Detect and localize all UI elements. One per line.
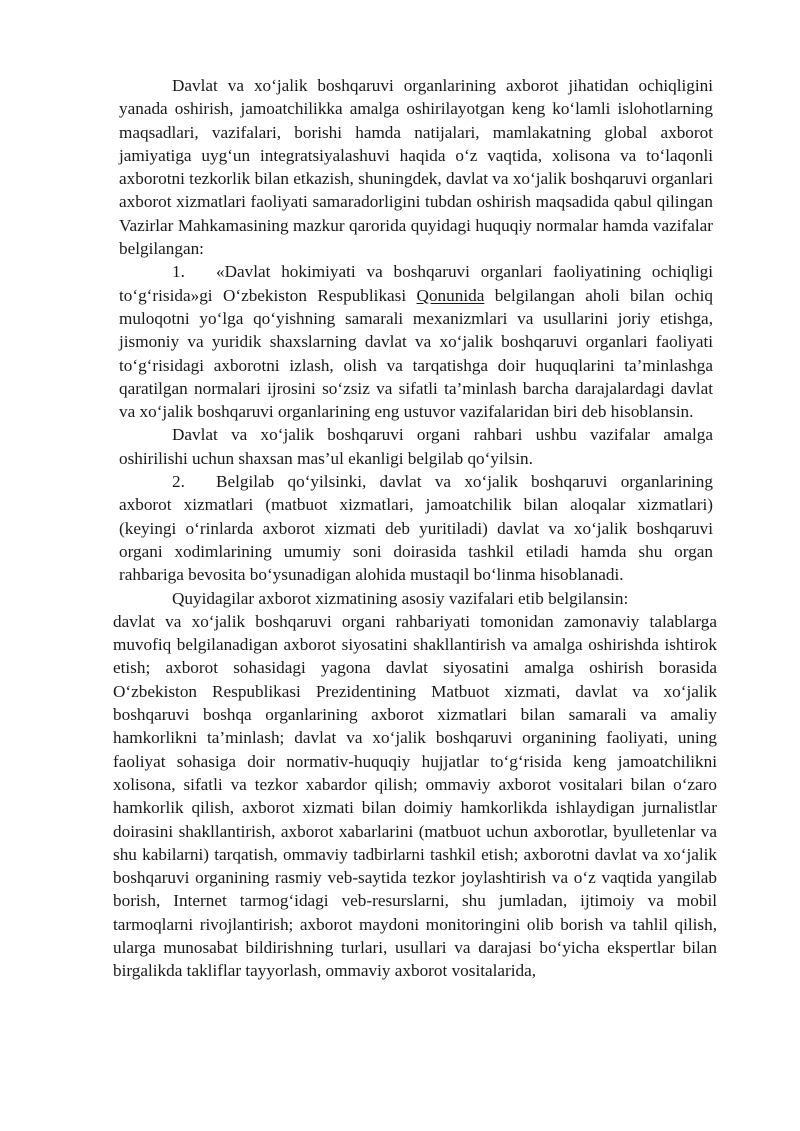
list-item-2-number: 2. (172, 472, 185, 492)
list-item-2 (119, 470, 713, 586)
responsibility-paragraph: Davlat va xo‘jalik boshqaruvi organi rahbari ushbu vazifalar amalga oshirilishi uchun shaxsan mas’ul ekanligi belgilab qo‘yilsin. (119, 425, 713, 468)
list-item-1 (119, 260, 713, 423)
list-item-2-text: Belgilab qo‘yilsinki, davlat va xo‘jalik boshqaruvi organlarining axborot xizmatlari (matbuot xizmatlari, jamoatchilik bilan aloqalar xizmatlari) (keyingi o‘rinlarda axborot xizmati deb yuritiladi) davlat va xo‘jalik boshqaruvi organi xodimlarining umumiy soni doirasida tashkil etiladi hamda shu organ rahbariga bevosita bo‘ysunadigan alohida mustaqil bo‘linma hisoblanadi. (119, 472, 713, 585)
intro-paragraph: Davlat va xo‘jalik boshqaruvi organlarining axborot jihatidan ochiqligini yanada oshirish, jamoatchilikka amalga oshirilayotgan keng ko‘lamli islohotlarning maqsadlari, vazifalari, borishi hamda natijalari, mamlakatning global axborot jamiyatiga uyg‘un integratsiyalashuvi haqida o‘z vaqtida, xolisona va to‘laqonli axborotni tezkorlik bilan etkazish, shuningdek, davlat va xo‘jalik boshqaruvi organlari axborot xizmatlari faoliyati samaradorligini tubdan oshirish maqsadida qabul qilingan Vazirlar Mahkamasining mazkur qarorida quyidagi huquqiy normalar hamda vazifalar belgilangan: (119, 76, 713, 259)
tasks-heading: Quyidagilar axborot xizmatining asosiy vazifalari etib belgilansin: (172, 588, 629, 608)
list-item-1-text-end: belgilangan aholi bilan ochiq muloqotni yo‘lga qo‘yishning samarali mexanizmlari va usullarini joriy etishga, jismoniy va yuridik shaxslarning davlat va xo‘jalik boshqaruvi organlari faoliyati to‘g‘risidagi axborotni izlash, olish va tarqatishga doir huquqlarini ta’minlashga qaratilgan normalari ijrosini so‘zsiz va sifatli ta’minlash barcha darajalardagi davlat va xo‘jalik boshqaruvi organlarining eng ustuvor vazifalaridan biri deb hisoblansin. (119, 285, 713, 422)
document-body (113, 74, 717, 983)
law-link[interactable]: Qonunida (416, 285, 485, 305)
list-item-1-number: 1. (172, 262, 185, 282)
tasks-paragraph: davlat va xo‘jalik boshqaruvi organi rahbariyati tomonidan zamonaviy talablarga muvofiq belgilanadigan axborot siyosatini shakllantirish va amalga oshirishda ishtirok etish; axborot sohasidagi yagona davlat siyosatini amalga oshirish borasida O‘zbekiston Respublikasi Prezidentining Matbuot xizmati, davlat va xo‘jalik boshqaruvi boshqa organlarining axborot xizmatlari bilan samarali va amaliy hamkorlikni ta’minlash; davlat va xo‘jalik boshqaruvi organining faoliyati, uning faoliyat sohasiga doir normativ-huquqiy hujjatlar to‘g‘risida keng jamoatchilikni xolisona, sifatli va tezkor xabardor qilish; ommaviy axborot vositalari bilan o‘zaro hamkorlik qilish, axborot xizmati bilan doimiy hamkorlikda ishlaydigan jurnalistlar doirasini shakllantirish, axborot xabarlarini (matbuot uchun axborotlar, byulletenlar va shu kabilarni) tarqatish, ommaviy tadbirlarni tashkil etish; axborotni davlat va xo‘jalik boshqaruvi organining rasmiy veb-saytida tezkor joylashtirish va o‘z vaqtida yangilab borish, Internet tarmog‘idagi veb-resurslarni, shu jumladan, ijtimoiy va mobil tarmoqlarni rivojlantirish; axborot maydoni monitoringini olib borish va tahlil qilish, ularga munosabat bildirishning turlari, usullari va darajasi bo‘yicha ekspertlar bilan birgalikda takliflar tayyorlash, ommaviy axborot vositalarida, (113, 611, 717, 981)
list-item-1-text-start: «Davlat hokimiyati va boshqaruvi organlari faoliyatining ochiqligi to‘g‘risida»gi O‘zbekiston Respublikasi (119, 262, 713, 305)
